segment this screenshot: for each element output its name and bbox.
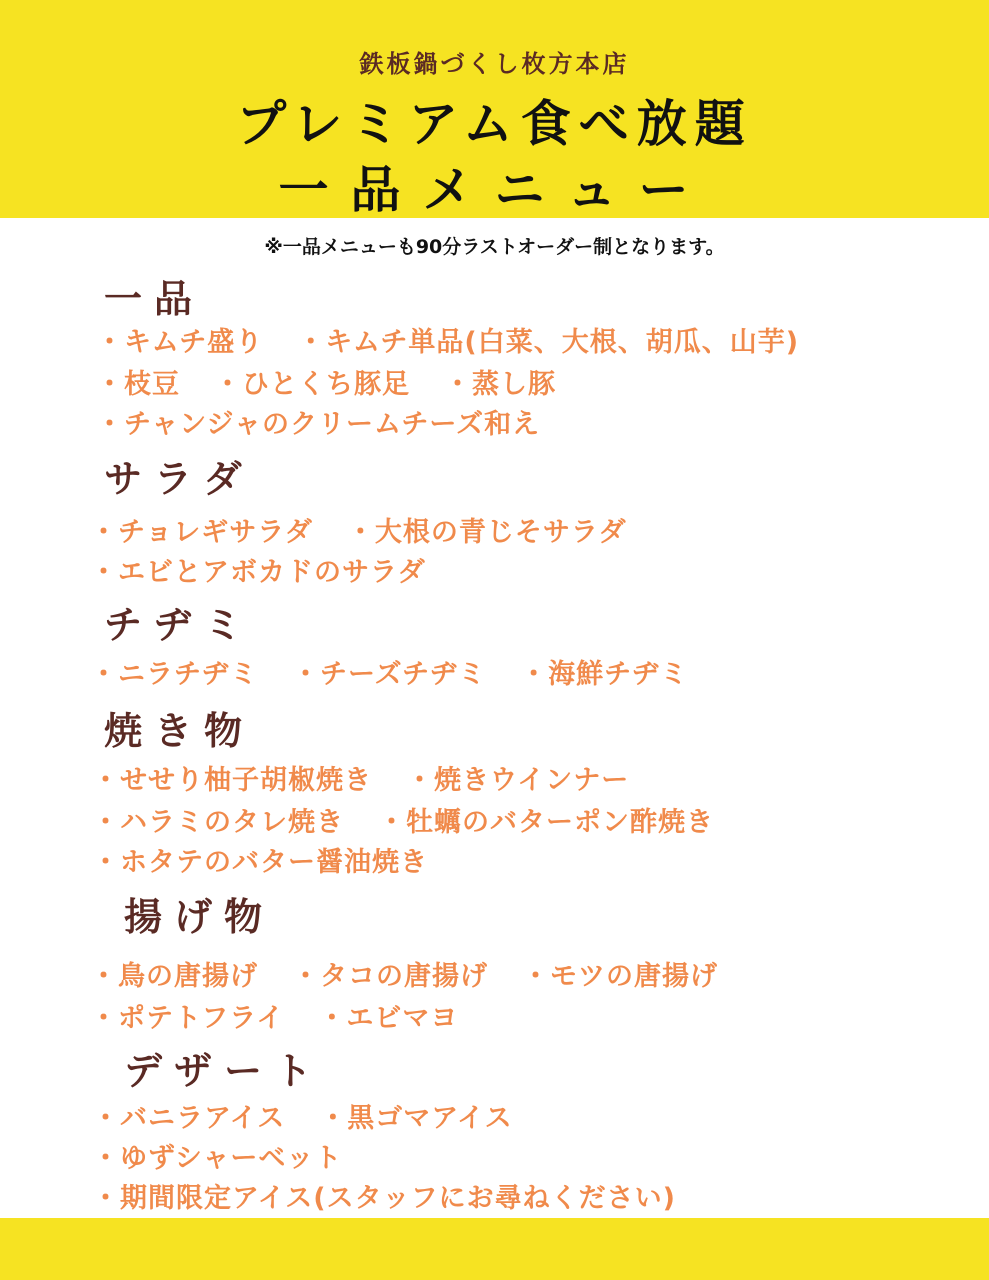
menu-line	[92, 1096, 513, 1135]
menu-line	[90, 652, 688, 691]
page-title: プレミアム食べ放題	[236, 95, 753, 153]
menu-item: ・期間限定アイス(スタッフにお尋ねください)	[92, 1183, 676, 1214]
menu-line	[90, 510, 627, 549]
menu-line	[92, 840, 428, 879]
menu-line	[92, 800, 714, 839]
menu-item: ・チャンジャのクリームチーズ和え	[96, 409, 541, 440]
menu-item: ・バニラアイス	[92, 1103, 286, 1134]
menu-item: ・鳥の唐揚げ	[90, 961, 258, 992]
menu-item: ・キムチ盛り	[96, 327, 264, 358]
menu-item: ・チョレギサラダ	[90, 517, 313, 548]
heading-ippin: 一品	[104, 277, 205, 321]
menu-item: ・海鮮チヂミ	[520, 659, 689, 690]
menu-item: ・牡蠣のバターポン酢焼き	[378, 807, 714, 838]
menu-item: ・ニラチヂミ	[90, 659, 258, 690]
page-subtitle: 一品メニュー	[278, 161, 711, 219]
heading-salad: サラダ	[104, 457, 254, 501]
menu-line	[90, 954, 718, 993]
heading-yakimono: 焼き物	[104, 709, 255, 753]
menu-line	[96, 320, 799, 359]
menu-line	[92, 1176, 676, 1215]
heading-dessert: デザート	[124, 1049, 325, 1093]
heading-agemono: 揚げ物	[124, 895, 275, 939]
store-name: 鉄板鍋づくし枚方本店	[359, 50, 630, 78]
menu-item: ・大根の青じそサラダ	[346, 517, 627, 548]
menu-item: ・エビマヨ	[318, 1003, 459, 1034]
menu-item: ・せせり柚子胡椒焼き	[92, 765, 372, 796]
menu-item: ・ポテトフライ	[90, 1003, 285, 1034]
menu-line	[92, 1136, 342, 1175]
menu-item: ・エビとアボカドのサラダ	[90, 557, 426, 588]
menu-item: ・ゆずシャーベット	[92, 1143, 343, 1174]
menu-item: ・黒ゴマアイス	[319, 1103, 513, 1134]
menu-item: ・ホタテのバター醤油焼き	[92, 847, 428, 878]
menu-line	[92, 758, 629, 797]
footer-band	[0, 1218, 989, 1280]
menu-line	[90, 996, 458, 1035]
menu-item: ・ハラミのタレ焼き	[92, 807, 344, 838]
menu-item: ・キムチ単品(白菜、大根、胡瓜、山芋)	[297, 327, 800, 358]
menu-item: ・モツの唐揚げ	[522, 961, 718, 992]
menu-item: ・蒸し豚	[444, 369, 556, 400]
order-note: ※一品メニューも90分ラストオーダー制となります。	[264, 236, 725, 258]
heading-chijimi: チヂミ	[104, 603, 255, 647]
menu-item: ・枝豆	[96, 369, 180, 400]
menu-item: ・タコの唐揚げ	[292, 961, 488, 992]
menu-item: ・焼きウインナー	[406, 765, 630, 796]
menu-item: ・ひとくち豚足	[214, 369, 410, 400]
menu-line	[96, 402, 540, 441]
menu-line	[90, 550, 426, 589]
menu-line	[96, 362, 556, 401]
menu-item: ・チーズチヂミ	[292, 659, 487, 690]
